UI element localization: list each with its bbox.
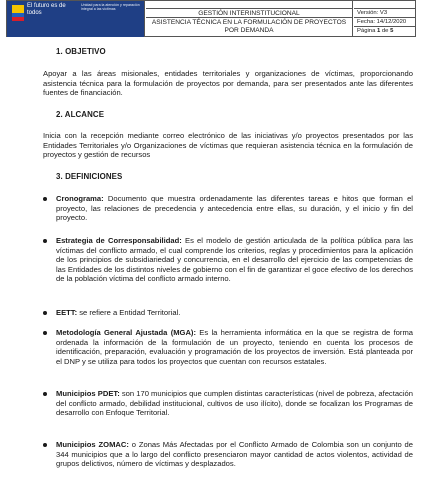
bullet-icon	[43, 197, 47, 201]
definition-item	[43, 236, 413, 284]
logo-title: El futuro es de todos	[27, 3, 66, 16]
doc-title: ASISTENCIA TÉCNICA EN LA FORMULACIÓN DE PROYECTOS POR DEMANDA	[151, 19, 347, 34]
section-title-alcance: 2. ALCANCE	[56, 110, 105, 119]
definition-item	[43, 308, 413, 318]
objetivo-text: Apoyar a las áreas misionales, entidades territoriales y organizaciones de víctimas, proporcionando asistencia técnica para la formulación de proyectos por demanda, para ser presentados ante las diferentes fuentes de financiación.	[43, 69, 413, 98]
header-meta	[354, 1, 416, 37]
doc-version: Versión: V3	[354, 9, 416, 18]
definition-text: Es la herramienta informática en la que se registra de forma ordenada la información de la formulación de un proyecto, teniendo en cuenta los procesos de identificación, preparación, evaluación y programación de los proyectos de inversión. Está planteada por el DNP y se utiliza para todos los proyectos que cuentan con recursos estatales.	[56, 328, 413, 366]
section-title-definiciones: 3. DEFINICIONES	[56, 172, 123, 181]
definition-term: Municipios ZOMAC:	[56, 440, 129, 449]
doc-date: Fecha: 14/12/2020	[354, 18, 416, 27]
definition-text: Documento que muestra ordenadamente las diferentes tareas e hitos que forman el proyecto, las relaciones de precedencia y antecedencia entre ellas, su duración, y el inicio y fin del proyecto.	[56, 194, 413, 222]
definition-term: Municipios PDET:	[56, 389, 120, 398]
definition-item	[43, 328, 413, 366]
definition-term: EETT:	[56, 308, 78, 317]
definition-term: Metodología General Ajustada (MGA):	[56, 328, 196, 337]
alcance-text: Inicia con la recepción mediante correo electrónico de las iniciativas y/o proyectos presentados por las Entidades Territoriales y/o Organizaciones de víctimas que requieran asistencia técnica en la formulación de proyectos y gestión de recursos	[43, 131, 413, 160]
bullet-icon	[43, 443, 47, 447]
bullet-icon	[43, 239, 47, 243]
definition-item	[43, 389, 413, 418]
header-center	[146, 1, 353, 37]
definition-text: son 170 municipios que cumplen distintas características (nivel de pobreza, afectación del conflicto armado, debilidad institucional, cultivos de uso ilícito), donde se focalizan los Programas de desarrollo con Enfoque Territorial.	[56, 389, 413, 417]
definition-text: o Zonas Más Afectadas por el Conflicto Armado de Colombia son un conjunto de 344 municipios que a lo largo del conflicto presenciaron mayor cantidad de actos violentos, actividad de grupos delictivos, número de víctimas y desplazados.	[56, 440, 413, 468]
logo-subtitle: Unidad para la atención y reparación integral a las víctimas	[81, 3, 140, 12]
definition-text: se refiere a Entidad Territorial.	[77, 308, 181, 317]
definition-item	[43, 440, 413, 469]
definition-text: Es el modelo de gestión articulada de la política pública para las víctimas del conflicto armado, el cual comprende los criterios, reglas y procedimientos para la aplicación de los principios de subsidiariedad y concurrencia, en el desarrollo del ejercicio de las competencias de las Entidades de los distintos niveles de gobierno con el fin de garantizar el goce efectivo de los derechos de la población víctima del conflicto armado interno.	[56, 236, 414, 283]
section-title-objetivo: 1. OBJETIVO	[56, 47, 106, 56]
logo	[7, 1, 145, 37]
page-total: 5	[390, 28, 394, 34]
meta-blank-cell	[354, 1, 416, 9]
page-current: 1	[376, 28, 381, 34]
page-mid: de	[380, 28, 391, 34]
definition-item	[43, 194, 413, 223]
page-prefix: Página	[357, 28, 377, 34]
bullet-icon	[43, 392, 47, 396]
colombia-flag-icon	[12, 5, 24, 21]
page-indicator	[354, 27, 416, 36]
definition-term: Estrategia de Corresponsabilidad:	[56, 236, 182, 245]
header-blank-cell	[146, 1, 352, 9]
definition-term: Cronograma:	[56, 194, 104, 203]
document-header	[6, 0, 416, 37]
bullet-icon	[43, 331, 47, 335]
bullet-icon	[43, 311, 47, 315]
doc-type: GESTIÓN INTERINSTITUCIONAL	[146, 9, 352, 18]
